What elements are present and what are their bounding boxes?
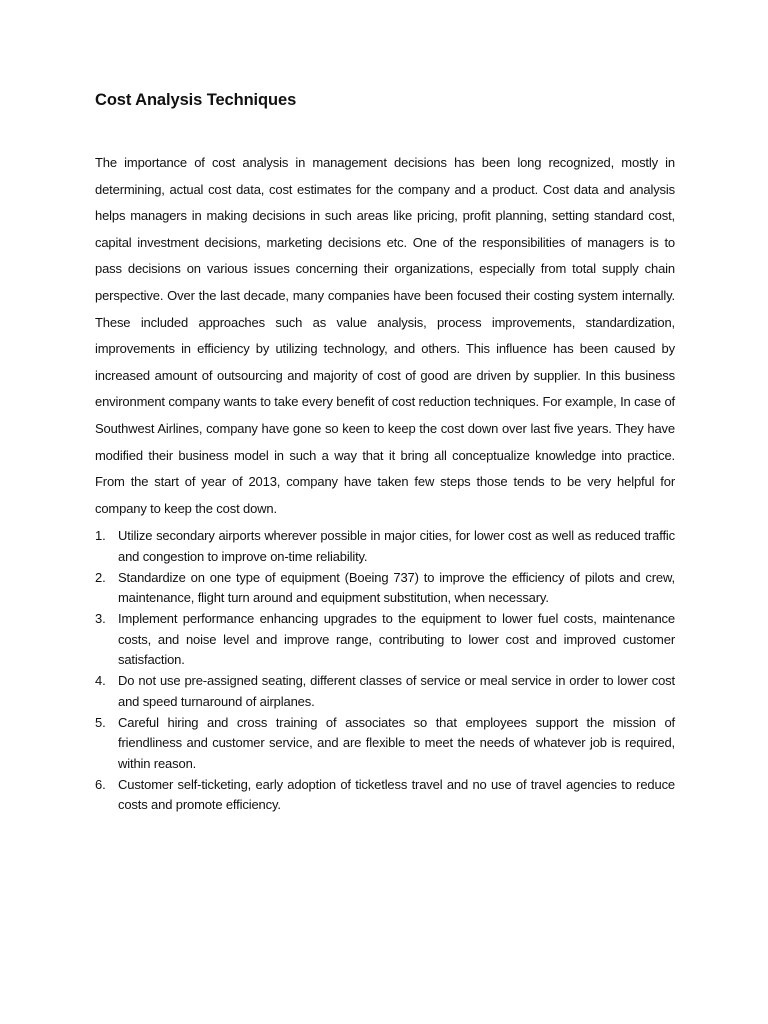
list-item <box>95 609 675 671</box>
list-item-number: 1. <box>95 528 106 544</box>
list-item-number: 3. <box>95 611 106 627</box>
cost-steps-list <box>95 526 675 816</box>
list-item-text: Customer self-ticketing, early adoption of ticketless travel and no use of travel agencies to reduce costs and promote efficiency. <box>118 776 675 813</box>
list-item-text: Careful hiring and cross training of associates so that employees support the mission of friendliness and customer service, and are flexible to meet the needs of whatever job is required, within reason. <box>118 714 675 771</box>
list-item <box>95 775 675 816</box>
list-item-number: 4. <box>95 673 106 689</box>
list-item-text: Implement performance enhancing upgrades to the equipment to lower fuel costs, maintenance costs, and noise level and improve range, contributing to lower cost and improved customer satisfaction. <box>118 611 675 668</box>
list-item-number: 5. <box>95 714 106 730</box>
list-item-text: Standardize on one type of equipment (Boeing 737) to improve the efficiency of pilots and crew, maintenance, flight turn around and equipment substitution, when necessary. <box>118 569 675 606</box>
list-item-text: Utilize secondary airports wherever possible in major cities, for lower cost as well as reduced traffic and congestion to improve on-time reliability. <box>118 528 675 564</box>
list-item <box>95 671 675 712</box>
list-item <box>95 526 675 567</box>
list-item-number: 2. <box>95 569 106 585</box>
list-item-text: Do not use pre-assigned seating, different classes of service or meal service in order to lower cost and speed turnaround of airplanes. <box>118 673 675 709</box>
list-item <box>95 713 675 775</box>
document-title: Cost Analysis Techniques <box>95 91 297 109</box>
intro-paragraph: The importance of cost analysis in management decisions has been long recognized, mostly in determining, actual cost data, cost estimates for the company and a product. Cost data and analysis helps managers in making decisions in such areas like pricing, profit planning, setting standard cost, capital investment decisions, marketing decisions etc. One of the responsibilities of managers is to pass decisions on various issues concerning their organizations, especially from total supply chain perspective. Over the last decade, many companies have been focused their costing system internally. These included approaches such as value analysis, process improvements, standardization, improvements in efficiency by utilizing technology, and others. This influence has been caused by increased amount of outsourcing and majority of cost of good are driven by supplier. In this business environment company wants to take every benefit of cost reduction techniques. For example, In case of Southwest Airlines, company have gone so keen to keep the cost down over last five years. They have modified their business model in such a way that it bring all conceptualize knowledge into practice. From the start of year of 2013, company have taken few steps those tends to be very helpful for company to keep the cost down. <box>95 155 675 516</box>
document-page <box>95 86 675 816</box>
list-item <box>95 568 675 609</box>
list-item-number: 6. <box>95 776 106 792</box>
